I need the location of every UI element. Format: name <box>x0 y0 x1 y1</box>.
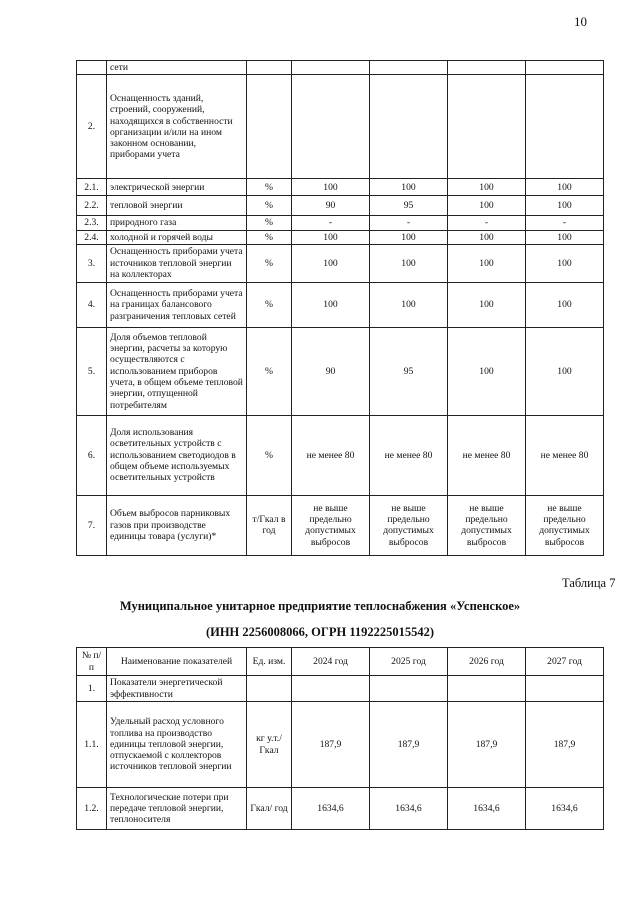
indicators-table-continued <box>76 60 604 556</box>
organization-title: Муниципальное унитарное предприятие теплоснабжения «Успенское» <box>119 599 521 613</box>
table-row <box>77 327 604 415</box>
cell-v2024: 100 <box>292 179 370 196</box>
cell-v2026 <box>448 75 526 179</box>
table-caption: Таблица 7 <box>562 576 616 590</box>
cell-v2026 <box>448 676 526 702</box>
table-row <box>77 244 604 282</box>
cell-v2027: 100 <box>526 244 604 282</box>
cell-v2024: - <box>292 216 370 230</box>
cell-num: 3. <box>77 244 107 282</box>
cell-unit: % <box>247 282 292 327</box>
cell-num: 2. <box>77 75 107 179</box>
cell-unit: % <box>247 244 292 282</box>
cell-v2026 <box>448 61 526 75</box>
cell-num: 1.1. <box>77 702 107 788</box>
cell-v2027: 187,9 <box>526 702 604 788</box>
cell-unit: % <box>247 230 292 244</box>
cell-v2025: не выше предельно допустимых выбросов <box>370 495 448 555</box>
cell-name: Показатели энергетической эффективности <box>107 676 247 702</box>
cell-name: Доля объемов тепловой энергии, расчеты за которую осуществляются с использованием приборов учета, в общем объеме тепловой энергии, отпущенной потребителям <box>107 327 247 415</box>
cell-v2026: 187,9 <box>448 702 526 788</box>
cell-v2025: 1634,6 <box>370 788 448 830</box>
table-row <box>77 75 604 179</box>
cell-v2027: не менее 80 <box>526 415 604 495</box>
cell-v2027: 100 <box>526 327 604 415</box>
cell-v2024 <box>292 75 370 179</box>
cell-num: 2.1. <box>77 179 107 196</box>
cell-unit: т/Гкал в год <box>247 495 292 555</box>
cell-num: 2.2. <box>77 196 107 216</box>
cell-v2026: 1634,6 <box>448 788 526 830</box>
table-header-row <box>77 648 604 676</box>
cell-v2027: не выше предельно допустимых выбросов <box>526 495 604 555</box>
header-num: № п/п <box>77 648 107 676</box>
cell-v2026: 100 <box>448 179 526 196</box>
cell-name: Оснащенность приборами учета источников тепловой энергии на коллекторах <box>107 244 247 282</box>
table-row <box>77 282 604 327</box>
cell-unit <box>247 676 292 702</box>
header-2027: 2027 год <box>526 648 604 676</box>
cell-name: Технологические потери при передаче тепловой энергии, теплоносителя <box>107 788 247 830</box>
cell-num: 6. <box>77 415 107 495</box>
cell-unit: кг у.т./ Гкал <box>247 702 292 788</box>
cell-unit <box>247 61 292 75</box>
cell-v2027: 100 <box>526 196 604 216</box>
table-row <box>77 495 604 555</box>
header-unit: Ед. изм. <box>247 648 292 676</box>
organization-ids: (ИНН 2256008066, ОГРН 1192225015542) <box>205 625 435 639</box>
cell-v2025 <box>370 676 448 702</box>
table-row <box>77 676 604 702</box>
cell-v2024: 90 <box>292 327 370 415</box>
cell-num: 7. <box>77 495 107 555</box>
cell-v2024: 187,9 <box>292 702 370 788</box>
cell-v2026: 100 <box>448 282 526 327</box>
cell-name: Оснащенность зданий, строений, сооружений, находящихся в собственности организации и/или на ином законном основании, приборами учета <box>107 75 247 179</box>
cell-unit: % <box>247 179 292 196</box>
cell-v2027 <box>526 75 604 179</box>
cell-v2026: 100 <box>448 230 526 244</box>
cell-num: 1.2. <box>77 788 107 830</box>
table-row <box>77 61 604 75</box>
cell-v2024: 1634,6 <box>292 788 370 830</box>
cell-v2027: 100 <box>526 230 604 244</box>
cell-v2024: 100 <box>292 282 370 327</box>
table-row <box>77 788 604 830</box>
cell-v2025: 100 <box>370 244 448 282</box>
cell-unit <box>247 75 292 179</box>
table-row <box>77 230 604 244</box>
cell-v2026: не выше предельно допустимых выбросов <box>448 495 526 555</box>
cell-v2024 <box>292 676 370 702</box>
cell-v2025: 187,9 <box>370 702 448 788</box>
header-name: Наименование показателей <box>107 648 247 676</box>
cell-num: 1. <box>77 676 107 702</box>
cell-v2027: 1634,6 <box>526 788 604 830</box>
indicators-table-body <box>77 61 604 556</box>
cell-v2024: 90 <box>292 196 370 216</box>
cell-v2025 <box>370 75 448 179</box>
cell-num: 2.3. <box>77 216 107 230</box>
cell-v2027: - <box>526 216 604 230</box>
cell-v2026: 100 <box>448 327 526 415</box>
cell-v2025: - <box>370 216 448 230</box>
cell-v2026: не менее 80 <box>448 415 526 495</box>
table-row <box>77 702 604 788</box>
cell-name: Оснащенность приборами учета на границах балансового разграничения тепловых сетей <box>107 282 247 327</box>
cell-v2026: - <box>448 216 526 230</box>
table-row <box>77 196 604 216</box>
cell-num: 4. <box>77 282 107 327</box>
table-7-body <box>77 676 604 830</box>
table-row <box>77 415 604 495</box>
header-2026: 2026 год <box>448 648 526 676</box>
header-2024: 2024 год <box>292 648 370 676</box>
cell-v2027 <box>526 676 604 702</box>
cell-v2027: 100 <box>526 282 604 327</box>
cell-v2026: 100 <box>448 196 526 216</box>
cell-unit: Гкал/ год <box>247 788 292 830</box>
cell-v2025: 95 <box>370 196 448 216</box>
table-row <box>77 179 604 196</box>
cell-num: 5. <box>77 327 107 415</box>
cell-v2025 <box>370 61 448 75</box>
table-7 <box>76 647 604 830</box>
cell-name: электрической энергии <box>107 179 247 196</box>
cell-v2024: 100 <box>292 230 370 244</box>
cell-name: природного газа <box>107 216 247 230</box>
cell-v2026: 100 <box>448 244 526 282</box>
cell-unit: % <box>247 327 292 415</box>
cell-v2025: 100 <box>370 179 448 196</box>
cell-unit: % <box>247 415 292 495</box>
cell-v2024: не выше предельно допустимых выбросов <box>292 495 370 555</box>
cell-unit: % <box>247 196 292 216</box>
cell-v2024: не менее 80 <box>292 415 370 495</box>
cell-v2024: 100 <box>292 244 370 282</box>
cell-unit: % <box>247 216 292 230</box>
cell-v2027: 100 <box>526 179 604 196</box>
cell-num <box>77 61 107 75</box>
cell-v2025: 100 <box>370 282 448 327</box>
cell-num: 2.4. <box>77 230 107 244</box>
header-2025: 2025 год <box>370 648 448 676</box>
cell-name: Доля использования осветительных устройств с использованием светодиодов в общем объеме используемых осветительных устройств <box>107 415 247 495</box>
cell-v2024 <box>292 61 370 75</box>
cell-name: Удельный расход условного топлива на производство единицы тепловой энергии, отпускаемой с коллекторов источников тепловой энергии <box>107 702 247 788</box>
cell-v2027 <box>526 61 604 75</box>
cell-v2025: 100 <box>370 230 448 244</box>
table-row <box>77 216 604 230</box>
cell-name: сети <box>107 61 247 75</box>
page-number: 10 <box>574 14 587 29</box>
cell-name: Объем выбросов парниковых газов при производстве единицы товара (услуги)* <box>107 495 247 555</box>
cell-v2025: 95 <box>370 327 448 415</box>
cell-name: тепловой энергии <box>107 196 247 216</box>
cell-v2025: не менее 80 <box>370 415 448 495</box>
cell-name: холодной и горячей воды <box>107 230 247 244</box>
